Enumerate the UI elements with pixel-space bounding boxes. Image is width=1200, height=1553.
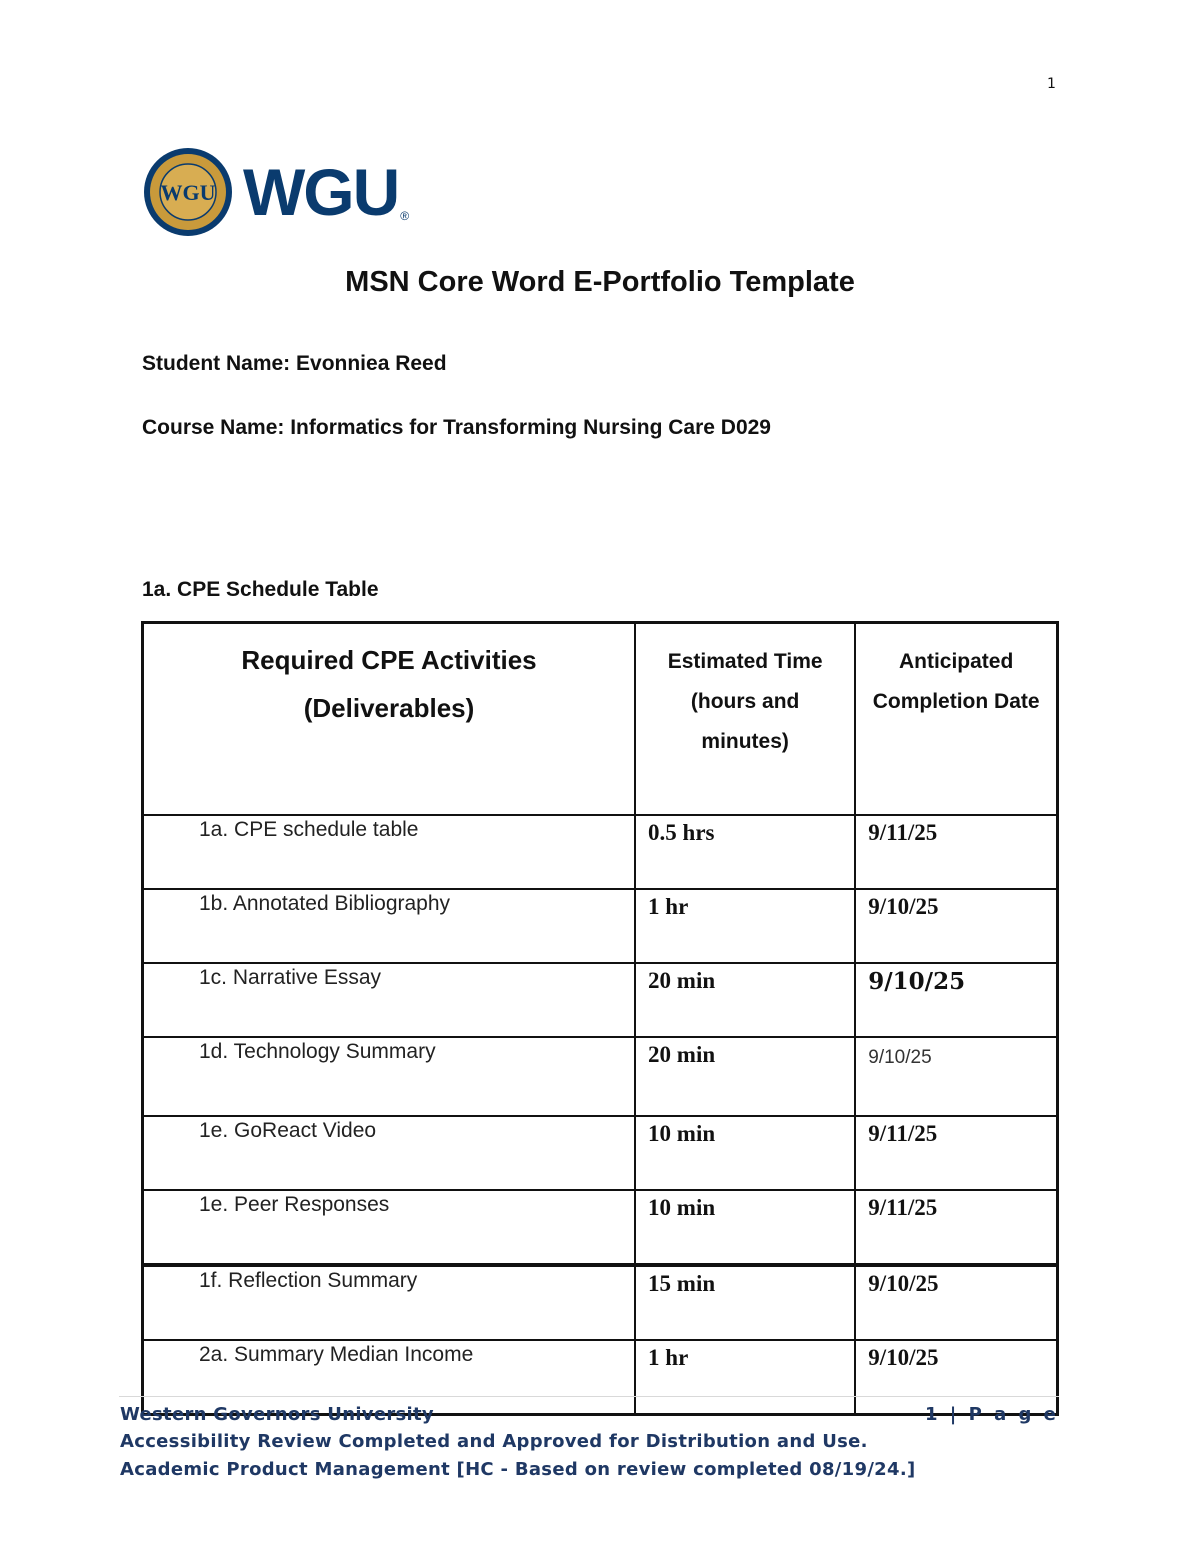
footer-page-label: 1 | P a g e xyxy=(925,1404,1059,1425)
date-cell: 9/11/25 xyxy=(855,815,1057,889)
activity-cell: 1b. Annotated Bibliography xyxy=(143,889,636,963)
activity-cell: 1e. Peer Responses xyxy=(143,1190,636,1265)
header-estimated-time: Estimated Time (hours and minutes) xyxy=(635,623,855,816)
page-title: MSN Core Word E-Portfolio Template xyxy=(345,266,855,298)
time-cell: 20 min xyxy=(635,1037,855,1116)
table-row xyxy=(143,1265,1058,1340)
footer-review: Academic Product Management [HC - Based on review completed 08/19/24.] xyxy=(120,1459,916,1480)
wgu-wordmark: WGU xyxy=(243,155,399,229)
time-cell: 15 min xyxy=(635,1265,855,1340)
time-cell: 1 hr xyxy=(635,1340,855,1415)
page-number: 1 xyxy=(1047,76,1056,92)
footer-university: Western Governors University xyxy=(120,1404,434,1425)
activity-cell: 1a. CPE schedule table xyxy=(143,815,636,889)
date-cell: 9/11/25 xyxy=(855,1190,1057,1265)
footer-divider xyxy=(119,1396,1059,1397)
table-header-row xyxy=(143,623,1058,816)
activity-cell: 1e. GoReact Video xyxy=(143,1116,636,1190)
cpe-schedule-table xyxy=(141,621,1059,1416)
activity-cell: 1c. Narrative Essay xyxy=(143,963,636,1037)
table-row xyxy=(143,889,1058,963)
header-completion-date: Anticipated Completion Date xyxy=(855,623,1057,816)
time-cell: 0.5 hrs xyxy=(635,815,855,889)
table-row xyxy=(143,1037,1058,1116)
activity-cell: 1d. Technology Summary xyxy=(143,1037,636,1116)
registered-mark-icon: ® xyxy=(400,209,410,223)
table-row xyxy=(143,963,1058,1037)
activity-cell: 1f. Reflection Summary xyxy=(143,1265,636,1340)
date-cell: 9/10/25 xyxy=(855,1265,1057,1340)
date-cell: 9/10/25 xyxy=(855,1340,1057,1415)
activity-cell: 2a. Summary Median Income xyxy=(143,1340,636,1415)
section-heading: 1a. CPE Schedule Table xyxy=(142,578,379,601)
course-name: Course Name: Informatics for Transforming Nursing Care D029 xyxy=(142,416,771,439)
footer-accessibility: Accessibility Review Completed and Approved for Distribution and Use. xyxy=(120,1431,868,1452)
wgu-logo xyxy=(143,147,409,237)
svg-text:WGU: WGU xyxy=(160,180,216,205)
date-cell: 9/10/25 xyxy=(855,1037,1057,1116)
date-cell: 9/10/25 xyxy=(855,963,1057,1037)
header-activities: Required CPE Activities (Deliverables) xyxy=(143,623,636,816)
time-cell: 10 min xyxy=(635,1116,855,1190)
university-seal-icon xyxy=(143,147,233,237)
table-row xyxy=(143,1190,1058,1265)
time-cell: 1 hr xyxy=(635,889,855,963)
table-row xyxy=(143,815,1058,889)
student-name: Student Name: Evonniea Reed xyxy=(142,352,447,375)
date-cell: 9/10/25 xyxy=(855,889,1057,963)
table-row xyxy=(143,1116,1058,1190)
time-cell: 20 min xyxy=(635,963,855,1037)
date-cell: 9/11/25 xyxy=(855,1116,1057,1190)
time-cell: 10 min xyxy=(635,1190,855,1265)
